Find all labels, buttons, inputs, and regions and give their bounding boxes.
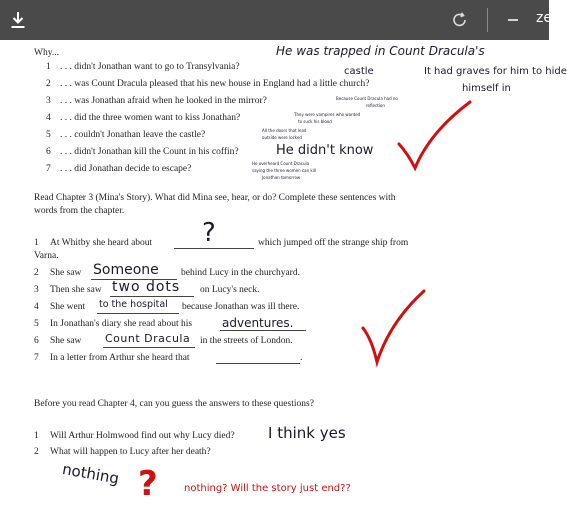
item-text: Varna.: [34, 251, 59, 261]
item-text: In Jonathan's diary she read about his: [50, 319, 193, 329]
minimize-icon: [507, 14, 519, 26]
zoom-label: ze: [536, 10, 552, 26]
teacher-comment: nothing? Will the story just end??: [184, 483, 351, 494]
item-text: in the streets of London.: [200, 336, 293, 346]
question-text: . . . was Count Dracula pleased that his new house in England had a little church?: [60, 79, 370, 89]
handwritten-answer: saying the three women can kill: [252, 168, 317, 173]
handwritten-answer: to suck his blood: [298, 119, 332, 124]
item-text: She saw: [50, 336, 82, 346]
item-text: Will Arthur Holmwood find out why Lucy died?: [50, 431, 235, 441]
item-text: What will happen to Lucy after her death?: [50, 447, 211, 457]
download-icon: [10, 11, 26, 29]
handwritten-answer: outside were locked: [262, 135, 302, 140]
section2-instruction: words from the chapter.: [34, 206, 125, 216]
handwritten-answer: castle: [344, 66, 374, 77]
item-number: 4: [34, 302, 39, 312]
question-text: . . . was Jonathan afraid when he looked in the mirror?: [60, 96, 267, 106]
item-number: 1: [34, 431, 39, 441]
answer-line: [216, 363, 300, 364]
question-number: 5: [46, 130, 51, 140]
question-text: . . . did the three women want to kiss Jonathan?: [60, 113, 241, 123]
check-mark-icon: [396, 100, 474, 180]
handwritten-answer: I think yes: [268, 424, 346, 442]
question-text: . . . couldn't Jonathan leave the castle?: [60, 130, 206, 140]
handwritten-answer: two dots: [112, 279, 181, 295]
item-number: 5: [34, 319, 39, 329]
answer-line: [97, 313, 179, 314]
refresh-icon: [451, 11, 469, 29]
item-number: 2: [34, 447, 39, 457]
section1-heading: Why...: [34, 48, 59, 58]
question-text: . . . did Jonathan decide to escape?: [60, 164, 192, 174]
handwritten-answer: He overheard Count Dracula: [252, 161, 310, 166]
handwritten-answer: He was trapped in Count Dracula's: [276, 44, 485, 58]
item-text: on Lucy's neck.: [200, 285, 260, 295]
item-text: .: [300, 353, 303, 363]
answer-line: [220, 330, 306, 331]
item-text: At Whitby she heard about: [50, 238, 153, 248]
item-text: In a letter from Arthur she heard that: [50, 353, 190, 363]
handwritten-answer: Count Dracula: [105, 332, 191, 345]
minimize-button[interactable]: [498, 0, 528, 40]
toolbar-separator: [487, 8, 488, 32]
handwritten-answer: Jonathan tomorrow: [262, 175, 301, 180]
handwritten-answer: ?: [202, 218, 216, 248]
item-number: 2: [34, 268, 39, 278]
question-number: 3: [46, 96, 51, 106]
item-number: 3: [34, 285, 39, 295]
question-number: 2: [46, 79, 51, 89]
item-text: Then she saw: [50, 285, 102, 295]
question-number: 4: [46, 113, 51, 123]
refresh-button[interactable]: [442, 0, 478, 40]
item-text: because Jonathan was ill there.: [182, 302, 300, 312]
document-page: [0, 40, 567, 521]
section3-instruction: Before you read Chapter 4, can you guess the answers to these questions?: [34, 399, 314, 409]
handwritten-answer: All the doors that lead: [262, 128, 307, 133]
handwritten-answer: adventures.: [222, 316, 294, 330]
handwritten-answer: He didn't know: [276, 143, 374, 158]
item-number: 7: [34, 353, 39, 363]
handwritten-answer: It had graves for him to hide: [424, 66, 567, 77]
question-text: . . . didn't Jonathan kill the Count in his coffin?: [60, 147, 239, 157]
answer-line: [174, 248, 254, 249]
item-number: 6: [34, 336, 39, 346]
viewer-toolbar: [0, 0, 552, 40]
item-text: She saw: [50, 268, 82, 278]
item-text: behind Lucy in the churchyard.: [181, 268, 300, 278]
question-number: 1: [46, 62, 51, 72]
check-mark-icon: [360, 288, 428, 368]
handwritten-answer: nothing: [60, 460, 121, 488]
question-number: 7: [46, 164, 51, 174]
handwritten-answer: to the hospital: [99, 299, 168, 310]
item-text: which jumped off the strange ship from: [258, 238, 409, 248]
handwritten-answer: They were vampires who wanted: [294, 112, 361, 117]
answer-line: [110, 296, 194, 297]
section2-instruction: Read Chapter 3 (Mina's Story). What did Mina see, hear, or do? Complete these sentences with: [34, 193, 396, 203]
handwritten-answer: himself in: [462, 83, 511, 94]
question-text: . . . didn't Jonathan want to go to Transylvania?: [60, 62, 240, 72]
teacher-question-mark: ?: [138, 464, 158, 504]
handwritten-answer: Someone: [93, 262, 159, 278]
item-number: 1: [34, 238, 39, 248]
question-number: 6: [46, 147, 51, 157]
handwritten-answer: reflection: [366, 103, 385, 108]
item-text: She went: [50, 302, 86, 312]
download-button[interactable]: [0, 0, 36, 40]
answer-line: [103, 347, 195, 348]
handwritten-answer: Because Count Dracula had no: [336, 96, 398, 101]
